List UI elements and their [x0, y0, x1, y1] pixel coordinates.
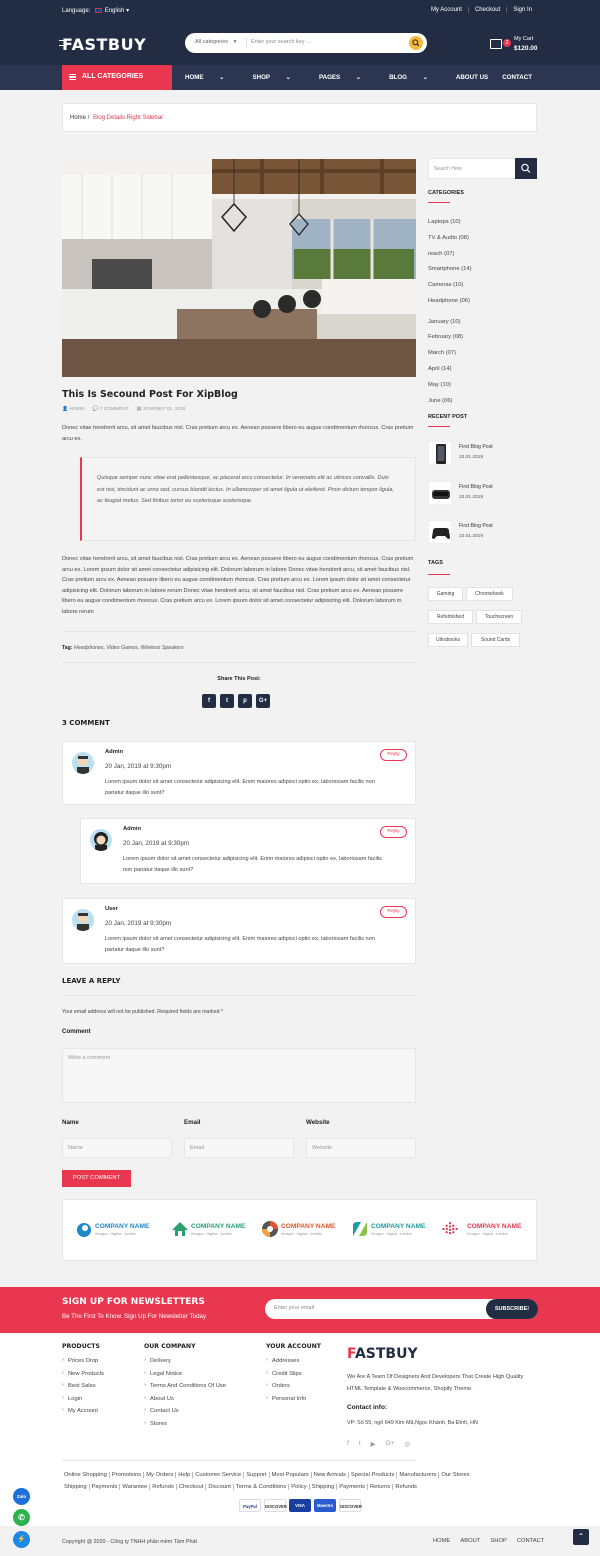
- avatar: [72, 909, 94, 931]
- footer-quick-link[interactable]: Refunds: [150, 1484, 177, 1490]
- avatar: [72, 752, 94, 774]
- footer-quick-link[interactable]: Most Populars: [270, 1472, 312, 1478]
- divider: [62, 662, 416, 663]
- newsletter-title: SIGN UP FOR NEWSLETTERS: [62, 1297, 205, 1307]
- house-logo-icon: [171, 1220, 189, 1238]
- footer-heading: OUR COMPANY: [144, 1343, 196, 1350]
- zalo-label: Zalo: [16, 1494, 27, 1499]
- post-author-label: ADMIN: [69, 407, 85, 412]
- post-date-label: JOURNEY 01, 2019: [142, 407, 186, 412]
- newsletter-subtitle: Be The First To Know. Sign Up For Newsletter Today: [62, 1313, 207, 1320]
- website-placeholder: Website: [312, 1145, 333, 1151]
- footer-link[interactable]: › Terms And Conditions Of Use: [144, 1383, 226, 1396]
- nav-pages[interactable]: [319, 74, 375, 81]
- search-icon: [409, 36, 423, 50]
- footer-link[interactable]: › Contact Us: [144, 1408, 226, 1421]
- post-featured-image: [62, 159, 416, 377]
- all-categories-button[interactable]: [62, 65, 172, 90]
- footer-link[interactable]: › Stores: [144, 1421, 226, 1434]
- facebook-icon[interactable]: f: [347, 1440, 349, 1447]
- sidebar-search-input[interactable]: Search Here: [434, 166, 463, 172]
- instagram-icon[interactable]: ◎: [404, 1441, 411, 1448]
- phone-thumbnail: [428, 441, 452, 465]
- footer-quick-link[interactable]: Checkout: [177, 1484, 207, 1490]
- chevron-down-icon: ⌄: [219, 74, 225, 81]
- categories-heading: CATEGORIES: [428, 190, 464, 196]
- footer-products: [62, 1343, 104, 1421]
- comment-date: 20 Jan, 2019 at 9:30pm: [105, 763, 172, 770]
- name-field[interactable]: [62, 1138, 172, 1158]
- post-tags-list[interactable]: Headphones, Video Games, Wireless Speakers: [74, 645, 184, 651]
- nav-blog[interactable]: [389, 74, 442, 81]
- footer-link[interactable]: › Delivery: [144, 1358, 226, 1371]
- contact-address: VP: Số 55, ngõ 649 Kim Mã,Ngọc Khánh, Ba Đình, HN: [347, 1420, 478, 1426]
- recent-post-title: First Blog Post: [459, 523, 493, 529]
- nav-shop-label: SHOP: [252, 74, 271, 81]
- nav-pages-label: PAGES: [318, 74, 341, 81]
- footer-quick-link[interactable]: Policy: [289, 1484, 309, 1490]
- main-nav: [0, 65, 600, 90]
- comment-item: [62, 898, 416, 964]
- archive-link[interactable]: March (07): [428, 350, 457, 356]
- tag-link[interactable]: Touchscreen: [476, 610, 522, 624]
- bottom-link-shop[interactable]: SHOP: [490, 1538, 507, 1544]
- footer-description: We Are A Team Of Designers And Developers That Create High Quality HTML Template & Woocommerce, Shopify Theme.: [347, 1374, 524, 1392]
- bottom-bar: [0, 1526, 600, 1556]
- search-input[interactable]: Enter your search key ...: [251, 39, 311, 45]
- breadcrumb-home[interactable]: [70, 115, 89, 121]
- footer-quick-link[interactable]: Returns: [368, 1484, 393, 1490]
- comment-date: 20 Jan, 2019 at 9:30pm: [105, 920, 172, 927]
- leaf-logo-icon: [351, 1220, 369, 1238]
- tag-link[interactable]: Sound Cards: [471, 633, 520, 647]
- footer-quick-link[interactable]: My Orders: [144, 1472, 176, 1478]
- google-plus-icon[interactable]: G+: [385, 1440, 395, 1447]
- discover-logo: DISCOVER: [339, 1499, 361, 1512]
- vr-headset-thumbnail: [428, 481, 452, 505]
- heading-underline: [428, 202, 450, 203]
- post-comment-button[interactable]: POST COMMENT: [62, 1170, 131, 1187]
- footer-quick-link[interactable]: Payments: [337, 1484, 368, 1490]
- phone-call-button[interactable]: [13, 1509, 30, 1526]
- bottom-link-about[interactable]: ABOUT: [460, 1538, 481, 1544]
- category-link[interactable]: Smartphone (14): [428, 266, 472, 272]
- category-link[interactable]: TV & Audio (08): [428, 235, 469, 241]
- avatar: [90, 829, 112, 851]
- breadcrumb: [62, 103, 537, 132]
- breadcrumb-separator: /: [87, 115, 90, 121]
- post-tags-label: Tag:: [62, 645, 73, 651]
- post-meta: [62, 407, 185, 412]
- footer-logo-mark: F: [347, 1346, 355, 1362]
- language-selector[interactable]: [62, 7, 129, 14]
- maestro-logo: Maestro: [314, 1499, 336, 1512]
- email-label: Email: [184, 1119, 201, 1126]
- footer-quick-link[interactable]: Payments: [90, 1484, 121, 1490]
- cart-label: My Cart: [514, 36, 534, 42]
- comment-label: Comment: [62, 1028, 91, 1035]
- reply-button[interactable]: Reply: [380, 749, 407, 761]
- search-bar: [185, 33, 427, 53]
- brand-name: COMPANY NAME: [191, 1223, 246, 1230]
- logo[interactable]: [62, 35, 146, 54]
- footer-link[interactable]: › Login: [62, 1396, 104, 1409]
- copyright: Copyright @ 2020 - Công ty TNHH phần mềm Tâm Phát: [62, 1539, 198, 1545]
- sidebar-search-button[interactable]: [515, 158, 537, 179]
- brand-tagline: Hexagon · Hagline · Invisible: [191, 1232, 232, 1236]
- chevron-down-icon: ▾: [126, 8, 130, 14]
- paypal-logo: PayPal: [239, 1499, 261, 1512]
- name-label: Name: [62, 1119, 79, 1126]
- recent-post-date: 10.01.2019: [459, 455, 484, 460]
- reply-note: Your email address will not be published. Required fields are marked *: [62, 1009, 223, 1015]
- footer-heading: YOUR ACCOUNT: [266, 1343, 322, 1350]
- comment-item: [62, 741, 416, 805]
- recent-post-title: First Blog Post: [459, 444, 493, 450]
- drop-logo-icon: [75, 1220, 93, 1238]
- post-body: Donec vitae hendrerit arcu, sit amet faucibus nisl. Cras pretium arcu ex. Aenean posuere libero eu augue condimentum rhoncus. Cras pretium arcu ex. Lorem ipsum dolor sit amet consectetur adipisicing elit. Dolorum laborum in labore Donec vitae hendrerit arcu, sit amet faucibus nisl. Cras pretium arcu ex. Aenean posuere libero eu augue condimentum rhoncus. Cras pretium arcu ex. Lorem ipsum dolor sit amet consectetur adipisicing elit. Dolorum laborum in labore rerum Donec vitae hendrerit arcu, sit amet faucibus nisl. Cras pretium arcu ex. Aenean posuere libero eu augue condimentum rhoncus. Cras pretium arcu ex. Lorem ipsum dolor sit amet consectetur adipisicing elit. Dolorum laborum in labore rerum: [62, 556, 414, 615]
- twitter-icon[interactable]: t: [220, 694, 234, 708]
- post-comment-count[interactable]: [93, 407, 129, 412]
- brand-tagline: Hexagon · Hagline · Invisible: [281, 1232, 322, 1236]
- footer-logo[interactable]: [347, 1346, 418, 1362]
- chevron-double-up-icon: ⌃: [577, 1532, 585, 1541]
- sidebar-search: [428, 158, 537, 179]
- subscribe-button[interactable]: SUBSCRIBE!: [486, 1299, 538, 1319]
- recent-post-title: First Blog Post: [459, 484, 493, 490]
- brand-tagline: Hexagon · Hagline · Invisible: [371, 1232, 412, 1236]
- contact-heading: Contact info:: [347, 1404, 388, 1411]
- brand-name: COMPANY NAME: [371, 1223, 426, 1230]
- footer-link[interactable]: › My Account: [62, 1408, 104, 1421]
- share-title: Share This Post:: [217, 676, 261, 682]
- footer-quick-link[interactable]: Refunds: [395, 1484, 417, 1490]
- footer-link[interactable]: › Personal Info: [266, 1396, 321, 1409]
- header: [0, 20, 600, 65]
- footer-quick-link[interactable]: Promotions: [110, 1472, 144, 1478]
- cart-amount: $120.00: [514, 45, 538, 52]
- reply-button[interactable]: Reply: [380, 826, 407, 838]
- bottom-menu: [433, 1538, 544, 1544]
- archive-link[interactable]: April (14): [428, 366, 452, 372]
- archive-link[interactable]: June (06): [428, 398, 453, 404]
- nav-contact[interactable]: CONTACT: [502, 74, 532, 81]
- circle-quadrant-logo-icon: [261, 1220, 279, 1238]
- category-link[interactable]: Cameras (10): [428, 282, 464, 288]
- category-link[interactable]: Laptops (10): [428, 219, 461, 225]
- shopping-bag-icon: [490, 39, 502, 49]
- breadcrumb-home-label: Home: [70, 115, 87, 121]
- nav-about-us[interactable]: ABOUT US: [455, 74, 489, 81]
- top-bar: [0, 0, 600, 20]
- visa-logo: VISA: [289, 1499, 311, 1512]
- category-link[interactable]: reach (07): [428, 251, 455, 257]
- tag-link[interactable]: Gaming: [428, 587, 463, 601]
- comment-text: Lorem ipsum dolor sit amet consectetur adipisicing elit. Enim maiores adipisci optio ex, laboriosam facilis non pariatur itaque illo sunt?: [105, 779, 375, 796]
- calendar-icon: ▦: [136, 407, 142, 412]
- brand-name: COMPANY NAME: [281, 1223, 336, 1230]
- website-field[interactable]: [306, 1138, 416, 1158]
- tag-link[interactable]: Refurbished: [428, 610, 473, 624]
- footer-social: [347, 1440, 410, 1448]
- comment-date: 20 Jan, 2019 at 9:30pm: [123, 840, 190, 847]
- archive-link[interactable]: January (10): [428, 319, 461, 325]
- footer-link[interactable]: › Legal Notice: [144, 1371, 226, 1384]
- website-label: Website: [306, 1119, 330, 1126]
- all-categories-label: ALL CATEGORIES: [82, 73, 144, 80]
- search-button[interactable]: [409, 36, 423, 50]
- recent-post-date: 10.01.2019: [459, 534, 484, 539]
- comment-text: Lorem ipsum dolor sit amet consectetur adipisicing elit. Enim maiores adipisci optio ex, laboriosam facilis non pariatur itaque illo sunt?: [105, 936, 375, 953]
- newsletter-form: [265, 1299, 538, 1319]
- divider: [62, 631, 416, 632]
- footer-link[interactable]: › Orders: [266, 1383, 321, 1396]
- divider: [62, 1460, 416, 1461]
- footer-quick-link[interactable]: Online Shopping: [62, 1472, 110, 1478]
- brand-tagline: Hexagon · Hagline · Invisible: [467, 1232, 508, 1236]
- logo-speed-lines-icon: [59, 40, 67, 46]
- footer-quick-link[interactable]: New Arrivals: [312, 1472, 349, 1478]
- post-title: This Is Secound Post For XipBlog: [62, 389, 238, 400]
- chevron-down-icon: ⌄: [355, 74, 362, 81]
- pinterest-icon[interactable]: p: [238, 694, 252, 708]
- brand-tagline: Hexagon · Hagline · Invisible: [95, 1232, 136, 1236]
- nav-home[interactable]: [185, 74, 238, 81]
- search-category-select[interactable]: [195, 39, 236, 45]
- footer-quick-link[interactable]: Help: [176, 1472, 193, 1478]
- footer: [0, 1333, 600, 1526]
- account-links: [425, 7, 538, 13]
- footer-quick-link[interactable]: Manufacturers: [397, 1472, 439, 1478]
- divider: [62, 995, 416, 996]
- comments-heading: 3 COMMENT: [62, 719, 110, 727]
- tag-link[interactable]: Chromebook: [466, 587, 513, 601]
- footer-link[interactable]: › Credit Slips: [266, 1371, 321, 1384]
- language-value: English: [104, 8, 125, 14]
- my-account-link[interactable]: My Account: [430, 7, 462, 13]
- post-author[interactable]: [62, 407, 85, 412]
- comment-placeholder: Write a comment: [68, 1055, 111, 1061]
- share-buttons: [202, 694, 270, 708]
- brand-logos: [62, 1199, 537, 1261]
- menu: [185, 74, 546, 81]
- archive-link[interactable]: May (10): [428, 382, 451, 388]
- footer-quick-link[interactable]: Shipping: [62, 1484, 90, 1490]
- discover-logo: DISCOVER: [264, 1499, 286, 1512]
- bottom-link-contact[interactable]: CONTACT: [516, 1538, 545, 1544]
- messenger-icon: ⚡: [17, 1536, 26, 1543]
- newsletter-email-input[interactable]: Enter your email: [274, 1305, 315, 1311]
- tag-link[interactable]: Ultrabooks: [428, 633, 468, 647]
- email-placeholder: Email: [190, 1145, 204, 1151]
- footer-link[interactable]: › About Us: [144, 1396, 226, 1409]
- footer-quick-link[interactable]: Shipping: [310, 1484, 338, 1490]
- comment-textarea[interactable]: [62, 1048, 416, 1103]
- scroll-to-top-button[interactable]: [573, 1529, 589, 1545]
- sign-in-link[interactable]: Sign In: [506, 7, 538, 13]
- footer-heading: PRODUCTS: [62, 1343, 100, 1350]
- footer-account: [266, 1343, 321, 1408]
- post-comment-label: 7 COMMENT: [99, 407, 129, 412]
- footer-links-row-2: [62, 1481, 537, 1493]
- recent-post-date: 10.01.2019: [459, 495, 484, 500]
- nav-blog-label: BLOG: [389, 74, 407, 81]
- phone-icon: ✆: [18, 1513, 25, 1522]
- post-blockquote: [80, 457, 416, 541]
- uk-flag-icon: [95, 8, 102, 13]
- footer-quick-link[interactable]: Special Products: [349, 1472, 398, 1478]
- nav-shop[interactable]: [252, 74, 304, 81]
- breadcrumb-current: Blog Details Right Sidebar: [93, 115, 164, 121]
- user-icon: 👤: [62, 407, 68, 412]
- archive-link[interactable]: February (08): [428, 334, 464, 340]
- footer-quick-link[interactable]: Support: [244, 1472, 269, 1478]
- twitter-icon[interactable]: t: [358, 1440, 361, 1447]
- tags-heading: TAGS: [428, 560, 443, 566]
- name-placeholder: Name: [68, 1145, 83, 1151]
- facebook-icon[interactable]: f: [202, 694, 216, 708]
- nav-home-label: HOME: [185, 74, 204, 81]
- footer-link[interactable]: › New Products: [62, 1371, 104, 1384]
- comment-author: Admin: [105, 749, 124, 755]
- footer-quick-link[interactable]: Warantee: [120, 1484, 150, 1490]
- zalo-chat-button[interactable]: [13, 1488, 30, 1505]
- youtube-icon[interactable]: ▶: [370, 1441, 376, 1448]
- footer-link[interactable]: › Addresses: [266, 1358, 321, 1371]
- cart-count-badge: 2: [503, 39, 511, 47]
- search-icon: [515, 158, 537, 179]
- email-field[interactable]: [184, 1138, 294, 1158]
- recent-post-heading: RECENT POST: [428, 414, 468, 420]
- footer-links-row-1: [62, 1469, 537, 1481]
- chevron-down-icon: ▾: [233, 39, 237, 45]
- reply-heading: LEAVE A REPLY: [62, 977, 121, 985]
- brand-name: COMPANY NAME: [467, 1223, 522, 1230]
- dots-logo-icon: [441, 1220, 459, 1238]
- kitchen-photo: [62, 159, 416, 377]
- category-link[interactable]: Headphone (06): [428, 298, 470, 304]
- search-category-value: All categories: [195, 39, 229, 45]
- footer-quick-link[interactable]: Customer Service: [193, 1472, 244, 1478]
- comment-author: User: [105, 906, 118, 912]
- comment-author: Admin: [123, 826, 142, 832]
- brand-name: COMPANY NAME: [95, 1223, 150, 1230]
- messenger-button[interactable]: [13, 1531, 30, 1548]
- bottom-link-home[interactable]: HOME: [433, 1538, 451, 1544]
- heading-underline: [428, 574, 450, 575]
- comment-text: Lorem ipsum dolor sit amet consectetur adipisicing elit. Enim maiores adipisci optio ex, laboriosam facilis non pariatur itaque illo sunt?: [123, 856, 382, 873]
- gamepad-thumbnail: [428, 520, 452, 544]
- footer-logo-text: ASTBUY: [354, 1346, 418, 1362]
- footer-company: [144, 1343, 226, 1434]
- post-intro: Donec vitae hendrerit arcu, sit amet faucibus nisl. Cras pretium arcu ex. Aenean posuere libero eu augue condimentum rhoncus. Cras pretium arcu ex.: [62, 425, 414, 442]
- footer-quick-link[interactable]: Terms & Conditions: [234, 1484, 289, 1490]
- post-date: [137, 407, 186, 412]
- hamburger-icon: [69, 74, 76, 80]
- comment-item: [80, 818, 416, 884]
- google-plus-icon[interactable]: G+: [256, 694, 270, 708]
- comment-icon: 💬: [92, 407, 99, 412]
- footer-link[interactable]: › Best Sales: [62, 1383, 104, 1396]
- reply-button[interactable]: Reply: [380, 906, 407, 918]
- logo-text: ASTBUY: [71, 35, 147, 54]
- search-divider: [246, 38, 247, 48]
- blockquote-text: Quisque semper nunc vitae erat pellentesque, ac placerat arcu consectetur. In venenatis elit ac ultrices convallis. Duis est nisi, tincidunt ac urna sed, cursus blandit lectus. In ullamcorper sit amet ligula ut eleifend. Proin dictum tempor ligula, ac feugiat metus. Sed finibus tortor eu scelerisque scelerisque.: [97, 475, 394, 505]
- footer-quick-link[interactable]: Discount: [206, 1484, 234, 1490]
- footer-quick-link[interactable]: Our Stores: [441, 1472, 470, 1478]
- chevron-down-icon: ⌄: [422, 74, 428, 81]
- checkout-link[interactable]: Checkout: [468, 7, 506, 13]
- heading-underline: [428, 426, 450, 427]
- post-tags: [62, 645, 184, 651]
- language-label: Language:: [62, 8, 91, 14]
- newsletter-section: [0, 1287, 600, 1333]
- footer-link[interactable]: › Prices Drop: [62, 1358, 104, 1371]
- logo-mark: F: [62, 35, 72, 54]
- chevron-down-icon: ⌄: [285, 74, 291, 81]
